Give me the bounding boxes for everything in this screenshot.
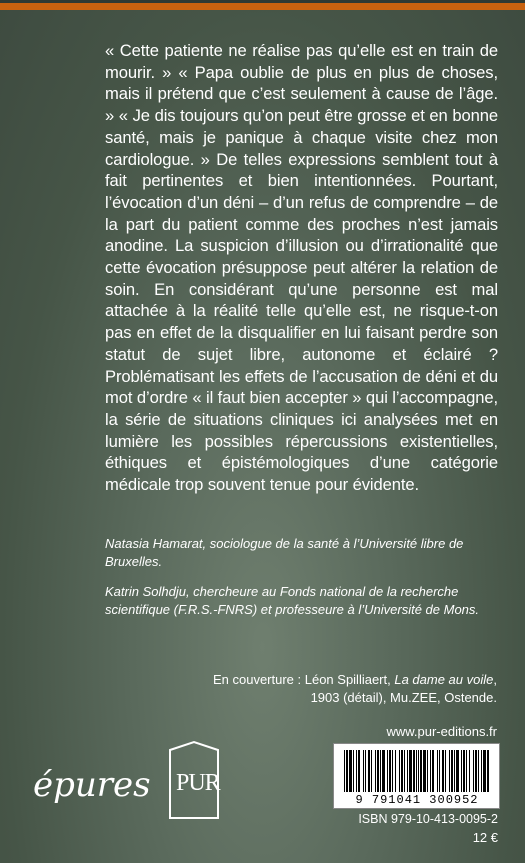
credit-suffix: , 1903 (détail), Mu.ZEE, Ostende.: [310, 672, 497, 705]
author-bio-1: Natasia Hamarat, sociologue de la santé à l’Université libre de Bruxelles.: [105, 536, 464, 569]
top-dark-edge: [0, 0, 525, 3]
collection-logo: épures: [33, 765, 151, 805]
isbn-barcode: [333, 743, 500, 809]
back-cover-blurb: « Cette patiente ne réalise pas qu’elle est en train de mourir. » « Papa oublie de plus en plus de choses, mais il prétend que c’est seulement à cause de l’âge. » « Je dis toujours qu’on peut être grosse et en bonne santé, mais je panique à chaque visite chez mon cardiologue. » De telles expressions semblent tout à fait pertinentes et bien intentionnées. Pourtant, l’évocation d’un déni – d’un refus de comprendre – de la part du patient comme des proches n’est jamais anodine. La suspicion d’illusion ou d’irrationalité que cette évocation présuppose peut altérer la relation de soin. En considérant qu’une personne est mal attachée à la réalité telle qu’elle est, ne risque-t-on pas en effet de la disqualifier en lui faisant perdre son statut de sujet libre, autonome et éclairé ? Problématisant les effets de l’accusation de déni et du mot d’ordre « il faut bien accepter » qui l’accompagne, la série de situations cliniques ici analysées met en lumière les possibles répercussions existentielles, éthiques et épistémologiques d’une catégorie médicale trop souvent tenue pour évidente.: [105, 41, 498, 495]
isbn-text: ISBN 979-10-413-0095-2: [358, 812, 498, 826]
barcode-bars: [342, 750, 492, 794]
cover-credit: [200, 671, 497, 707]
top-color-band: [0, 0, 525, 10]
artwork-title: La dame au voile: [394, 672, 494, 687]
author-bio-2: Katrin Solhdju, chercheure au Fonds national de la recherche scientifique (F.R.S.-FNRS) et professeure à l’Université de Mons.: [105, 584, 480, 617]
publisher-website: www.pur-editions.fr: [386, 724, 497, 739]
publisher-logo-text: PUR: [176, 770, 220, 796]
barcode-number: 9 791041 300952: [355, 793, 479, 807]
credit-prefix: En couverture : Léon Spilliaert,: [212, 672, 395, 687]
author-bios: [105, 535, 498, 631]
price-text: 12 €: [472, 830, 498, 845]
